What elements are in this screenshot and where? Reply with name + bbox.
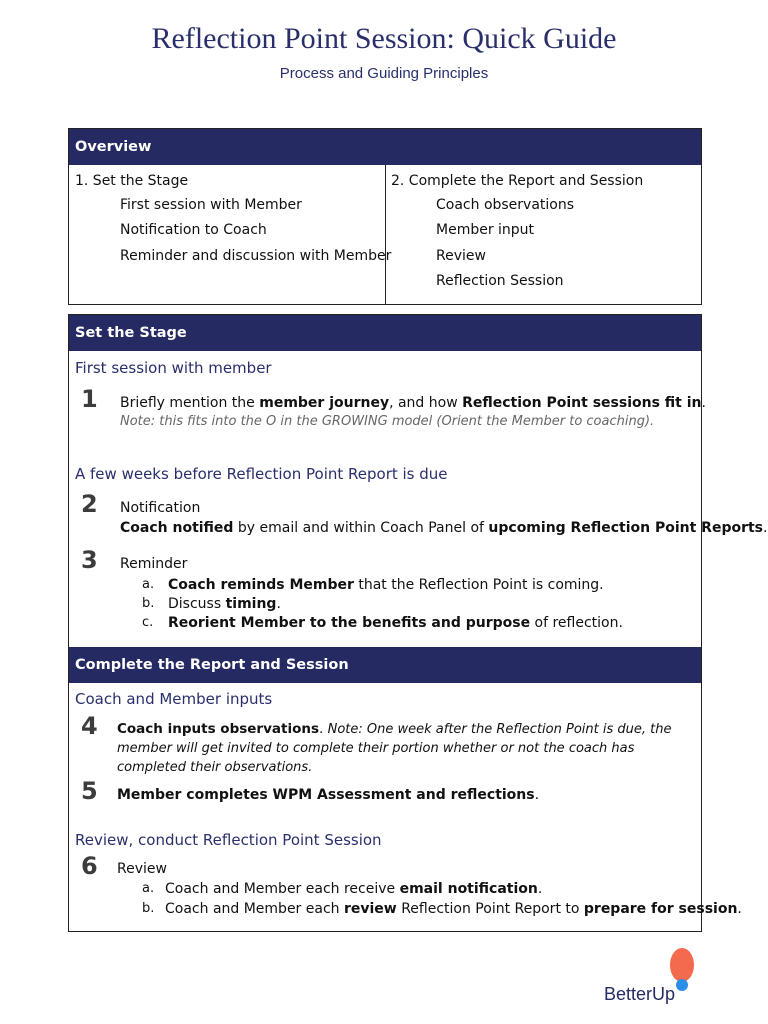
overview-col2-item: Reflection Session xyxy=(436,273,564,289)
logo-text: BetterUp xyxy=(604,984,676,1004)
step-4-note: Note: One week after the Reflection Point is due, the member will get invited to complete their portion whether or not the coach has completed their observations. xyxy=(117,722,672,775)
step-6-label: Review xyxy=(117,861,167,877)
step-3c-text: Reorient Member to the benefits and purpose of reflection. xyxy=(168,615,623,631)
step-2-text: Coach notified by email and within Coach Panel of upcoming Reflection Point Reports. xyxy=(120,520,768,536)
first-session-heading: First session with member xyxy=(75,359,272,377)
step-number: 4 xyxy=(81,712,98,740)
overview-col2-item: Coach observations xyxy=(436,197,575,213)
overview-col1-title: 1. Set the Stage xyxy=(75,173,189,189)
review-heading: Review, conduct Reflection Point Session xyxy=(75,831,382,849)
complete-header: Complete the Report and Session xyxy=(69,647,701,683)
step-number: 6 xyxy=(81,852,98,880)
overview-col1-item: Notification to Coach xyxy=(120,222,267,238)
step-5-text: Member completes WPM Assessment and reflections. xyxy=(117,787,540,803)
overview-column-divider xyxy=(385,165,386,304)
step-1-note: Note: this fits into the O in the GROWING model (Orient the Member to coaching). xyxy=(120,414,655,429)
betterup-logo xyxy=(600,944,710,1008)
page-title: Reflection Point Session: Quick Guide xyxy=(151,22,617,55)
step-3a-text: Coach reminds Member that the Reflection Point is coming. xyxy=(168,577,604,593)
overview-col1-item: Reminder and discussion with Member xyxy=(120,248,392,264)
overview-section xyxy=(68,128,702,305)
list-marker: b. xyxy=(142,596,155,611)
list-marker: a. xyxy=(142,577,155,592)
step-3-label: Reminder xyxy=(120,556,188,572)
step-6a-text: Coach and Member each receive email notification. xyxy=(165,881,543,897)
list-marker: c. xyxy=(142,615,154,630)
step-number: 3 xyxy=(81,546,98,574)
step-number: 5 xyxy=(81,777,98,805)
overview-col2-item: Review xyxy=(436,248,486,264)
step-6b-text: Coach and Member each review Reflection Point Report to prepare for session. xyxy=(165,901,742,917)
step-number: 1 xyxy=(81,385,98,413)
step-4-text: Coach inputs observations. Note: One week after the Reflection Point is due, the member will get invited to complete their portion whether or not the coach has completed their observations. xyxy=(117,721,672,775)
step-number: 2 xyxy=(81,490,98,518)
list-marker: b. xyxy=(142,901,155,916)
overview-col1-item: First session with Member xyxy=(120,197,302,213)
step-3b-text: Discuss timing. xyxy=(168,596,281,612)
few-weeks-heading: A few weeks before Reflection Point Report is due xyxy=(75,465,448,483)
inputs-heading: Coach and Member inputs xyxy=(75,690,273,708)
step-1-text: Briefly mention the member journey, and how Reflection Point sessions fit in. xyxy=(120,395,706,411)
page-subtitle: Process and Guiding Principles xyxy=(279,65,489,82)
overview-col2-item: Member input xyxy=(436,222,535,238)
guide-section xyxy=(68,314,768,932)
step-2-label: Notification xyxy=(120,500,201,516)
set-stage-header: Set the Stage xyxy=(69,315,701,351)
overview-header: Overview xyxy=(69,129,701,165)
overview-col2-title: 2. Complete the Report and Session xyxy=(391,173,644,189)
list-marker: a. xyxy=(142,881,155,896)
